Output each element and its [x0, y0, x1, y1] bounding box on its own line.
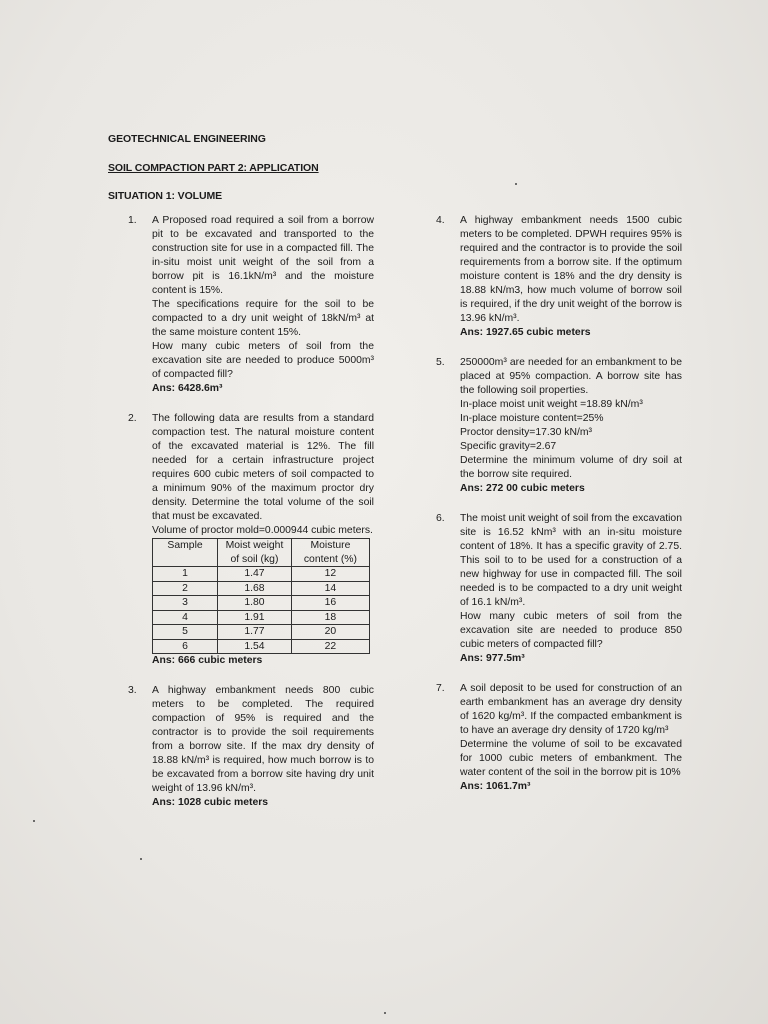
problem-number: 1.: [128, 215, 137, 226]
table-cell: 3: [153, 596, 218, 611]
problem-5: [436, 356, 682, 496]
answer: Ans: 272 00 cubic meters: [460, 483, 585, 494]
table-row: [153, 567, 370, 582]
answer: Ans: 1061.7m³: [460, 781, 531, 792]
problem-number: 2.: [128, 413, 137, 424]
problem-text: The specifications require for the soil to be compacted to a dry unit weight of 18kN/m³ at the same moisture content 15%.: [152, 299, 374, 338]
problem-text: The moist unit weight of soil from the excavation site is 16.52 kNm³ with an in-situ moisture content of 18%. It has a specific gravity of 2.75. This soil to to be used for a construction of a new highway for use in compacted fill. The soil needed is to be compacted to a dry unit weight of 16.1 kN/m³.: [460, 513, 682, 608]
paper-speck: [33, 820, 35, 822]
course-title: GEOTECHNICAL ENGINEERING: [108, 133, 266, 145]
table-cell: 1.68: [218, 581, 292, 596]
table-cell: 16: [291, 596, 369, 611]
answer: Ans: 6428.6m³: [152, 383, 223, 394]
situation-heading: SITUATION 1: VOLUME: [108, 190, 222, 202]
compaction-data-table: [152, 538, 370, 654]
table-cell: 20: [291, 625, 369, 640]
table-row: [153, 639, 370, 654]
problem-text: In-place moisture content=25%: [460, 413, 604, 424]
problem-2: [128, 412, 374, 668]
table-cell: 1.77: [218, 625, 292, 640]
problem-text: Determine the minimum volume of dry soil at the borrow site required.: [460, 455, 682, 480]
problem-number: 3.: [128, 685, 137, 696]
problem-text: The following data are results from a standard compaction test. The natural moisture content of the excavated material is 12%. The fill needed for a certain infrastructure project requires 600 cubic meters of soil compacted to a minimum 90% of the maximum proctor dry density. Determine the total volume of the soil that must be excavated.: [152, 413, 374, 522]
problem-text: A Proposed road required a soil from a borrow pit to be excavated and transported to the construction site for use in a compacted fill. The in-situ moist unit weight of the soil from a borrow pit is 16.1kN/m³ and the moisture content is 15%.: [152, 215, 374, 296]
right-column: [436, 214, 682, 810]
table-row: [153, 581, 370, 596]
table-cell: 14: [291, 581, 369, 596]
left-column: [128, 214, 374, 826]
problem-text: A soil deposit to be used for construction of an earth embankment has an average dry density of 1620 kg/m³. If the compacted embankment is to have an average dry density of 1720 kg/m³: [460, 683, 682, 736]
table-cell: 22: [291, 639, 369, 654]
topic-title: SOIL COMPACTION PART 2: APPLICATION: [108, 162, 319, 174]
table-cell: 12: [291, 567, 369, 582]
table-cell: 5: [153, 625, 218, 640]
table-cell: 1.91: [218, 610, 292, 625]
problem-text: Determine the volume of soil to be excavated for 1000 cubic meters of embankment. The water content of the soil in the borrow pit is 10%: [460, 739, 682, 778]
table-row: [153, 596, 370, 611]
answer: Ans: 1028 cubic meters: [152, 797, 269, 808]
column-header: Moist weight of soil (kg): [218, 539, 292, 567]
table-cell: 18: [291, 610, 369, 625]
problem-number: 7.: [436, 683, 445, 694]
problem-6: [436, 512, 682, 666]
paper-speck: [515, 183, 517, 185]
table-header-row: [153, 539, 370, 567]
answer: Ans: 1927.65 cubic meters: [460, 327, 591, 338]
problem-number: 5.: [436, 357, 445, 368]
problem-text: Volume of proctor mold=0.000944 cubic meters.: [152, 525, 373, 536]
problem-text: A highway embankment needs 1500 cubic meters to be completed. DPWH requires 95% is required and the contractor is to provide the soil requirements from a borrow site. If the optimum moisture content is 18% and the dry density is 18.88 kN/m3, how much volume of borrow soil is required, if the dry unit weight of the borrow is 13.96 kN/m³.: [460, 215, 682, 324]
table-cell: 4: [153, 610, 218, 625]
problem-number: 4.: [436, 215, 445, 226]
problem-4: [436, 214, 682, 340]
table-cell: 1: [153, 567, 218, 582]
paper-speck: [140, 858, 142, 860]
column-header: Sample: [153, 539, 218, 567]
problem-text: How many cubic meters of soil from the excavation site are needed to produce 5000m³ of compacted fill?: [152, 341, 374, 380]
problem-3: [128, 684, 374, 810]
problem-text: How many cubic meters of soil from the excavation site are needed to produce 850 cubic meters of compacted fill?: [460, 611, 682, 650]
table-cell: 1.54: [218, 639, 292, 654]
problem-text: In-place moist unit weight =18.89 kN/m³: [460, 399, 643, 410]
column-header: Moisture content (%): [291, 539, 369, 567]
problem-1: [128, 214, 374, 396]
paper-speck: [384, 1012, 386, 1014]
problem-text: Specific gravity=2.67: [460, 441, 557, 452]
problem-7: [436, 682, 682, 794]
table-cell: 2: [153, 581, 218, 596]
problem-number: 6.: [436, 513, 445, 524]
problem-text: Proctor density=17.30 kN/m³: [460, 427, 592, 438]
problem-text: 250000m³ are needed for an embankment to be placed at 95% compaction. A borrow site has the following soil properties.: [460, 357, 682, 396]
answer: Ans: 666 cubic meters: [152, 655, 263, 666]
problem-text: A highway embankment needs 800 cubic meters to be completed. The required compaction of 95% is required and the contractor is to provide the soil requirements from a borrow site. If the max dry density of 18.88 kN/m³ is required, how much borrow is to be excavated from a borrow site having dry unit weight of 13.96 kN/m³.: [152, 685, 374, 794]
answer: Ans: 977.5m³: [460, 653, 525, 664]
table-row: [153, 625, 370, 640]
table-cell: 6: [153, 639, 218, 654]
table-cell: 1.47: [218, 567, 292, 582]
table-row: [153, 610, 370, 625]
table-cell: 1.80: [218, 596, 292, 611]
